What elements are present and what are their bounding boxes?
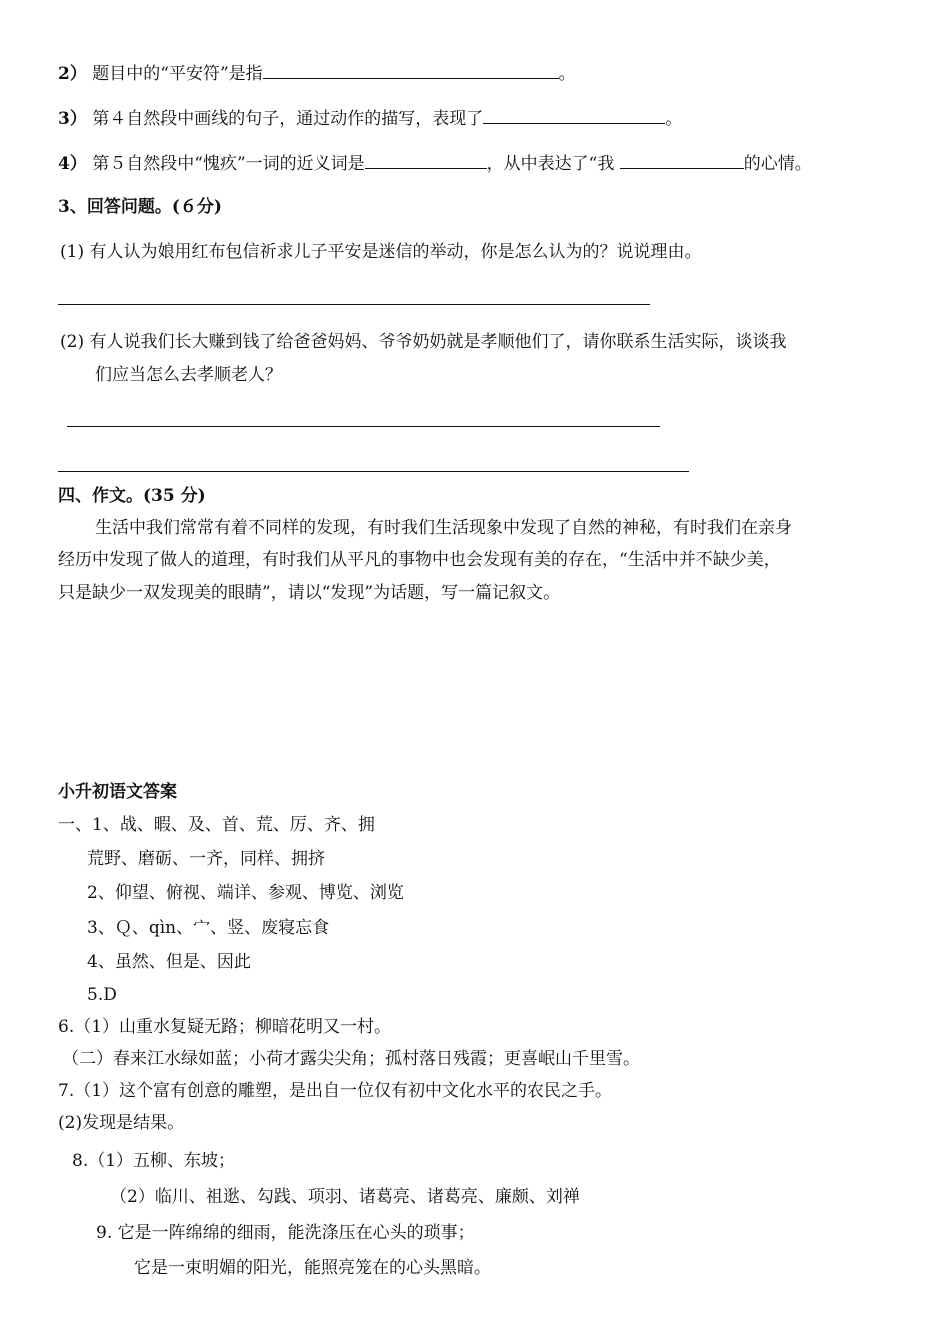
question-number: 2） [58, 64, 87, 84]
essay-prompt-line3: 只是缺少一双发现美的眼睛”，请以“发现”为话题，写一篇记叙文。 [58, 583, 561, 603]
answer-line-12: （2）临川、祖逖、勾践、项羽、诸葛亮、诸葛亮、廉颇、刘禅 [110, 1187, 580, 1207]
question-text: ，从中表达了“我 [486, 154, 615, 174]
question-end: 。 [665, 109, 683, 129]
answer-line-4: 3、Ｑ、qìn、宀、竖、废寝忘食 [87, 918, 330, 938]
sub-question-1: (1) 有人认为娘用红布包信祈求儿子平安是迷信的举动，你是怎么认为的？说说理由。 [60, 242, 702, 262]
question-3 [58, 105, 682, 131]
essay-title: 四、作文。(35 分) [58, 486, 206, 506]
essay-prompt-line1: 生活中我们常常有着不同样的发现，有时我们生活现象中发现了自然的神秘，有时我们在亲身 [95, 518, 792, 538]
question-end: 。 [558, 64, 576, 84]
answer-line-3: 2、仰望、俯视、端详、参观、博览、浏览 [87, 883, 404, 903]
answer-blank[interactable] [483, 105, 665, 124]
answer-line-13: 9. 它是一阵绵绵的细雨，能洗涤压在心头的琐事； [96, 1223, 475, 1243]
question-text: 第５自然段中“愧疚”一词的近义词是 [92, 154, 365, 174]
answer-line-11: 8.（1）五柳、东坡； [72, 1151, 236, 1171]
answer-line-10: (2)发现是结果。 [58, 1113, 185, 1133]
answer-line-6: 5.D [87, 985, 117, 1005]
sub-question-2-line1: (2) 有人说我们长大赚到钱了给爸爸妈妈、爷爷奶奶就是孝顺他们了，请你联系生活实际，谈谈我 [60, 332, 787, 352]
answer-line[interactable] [58, 304, 650, 305]
sub-question-2-line2: 们应当怎么去孝顺老人？ [95, 365, 282, 385]
answer-line-7: 6.（1）山重水复疑无路；柳暗花明又一村。 [58, 1017, 392, 1037]
answer-line-8: （二）春来江水绿如蓝；小荷才露尖尖角；孤村落日残霞；更喜岷山千里雪。 [62, 1049, 640, 1069]
answer-blank[interactable] [620, 150, 744, 169]
question-end: 的心情。 [743, 154, 812, 174]
question-text: 题目中的“平安符”是指 [92, 64, 263, 84]
question-text: 第４自然段中画线的句子，通过动作的描写，表现了 [92, 109, 484, 129]
question-4 [58, 150, 812, 176]
answer-line-5: 4、虽然、但是、因此 [87, 952, 251, 972]
answer-line-14: 它是一束明媚的阳光，能照亮笼在的心头黑暗。 [134, 1258, 491, 1278]
answer-blank[interactable] [263, 60, 559, 79]
answer-line-2: 荒野、磨砺、一齐，同样、拥挤 [87, 849, 325, 869]
answers-title: 小升初语文答案 [58, 782, 177, 802]
answer-line-9: 7.（1）这个富有创意的雕塑，是出自一位仅有初中文化水平的农民之手。 [58, 1081, 613, 1101]
answer-line[interactable] [67, 426, 660, 427]
question-number: 3） [58, 109, 87, 129]
section-3-title: 3、回答问题。(６分) [58, 197, 222, 217]
question-number: 4） [58, 154, 87, 174]
essay-prompt-line2: 经历中发现了做人的道理，有时我们从平凡的事物中也会发现有美的存在，“生活中并不缺少美， [58, 550, 781, 570]
answer-line[interactable] [58, 471, 689, 472]
question-2 [58, 60, 576, 86]
answer-line-1: 一、1、战、暇、及、首、荒、厉、齐、拥 [58, 815, 375, 835]
answer-blank[interactable] [365, 150, 487, 169]
